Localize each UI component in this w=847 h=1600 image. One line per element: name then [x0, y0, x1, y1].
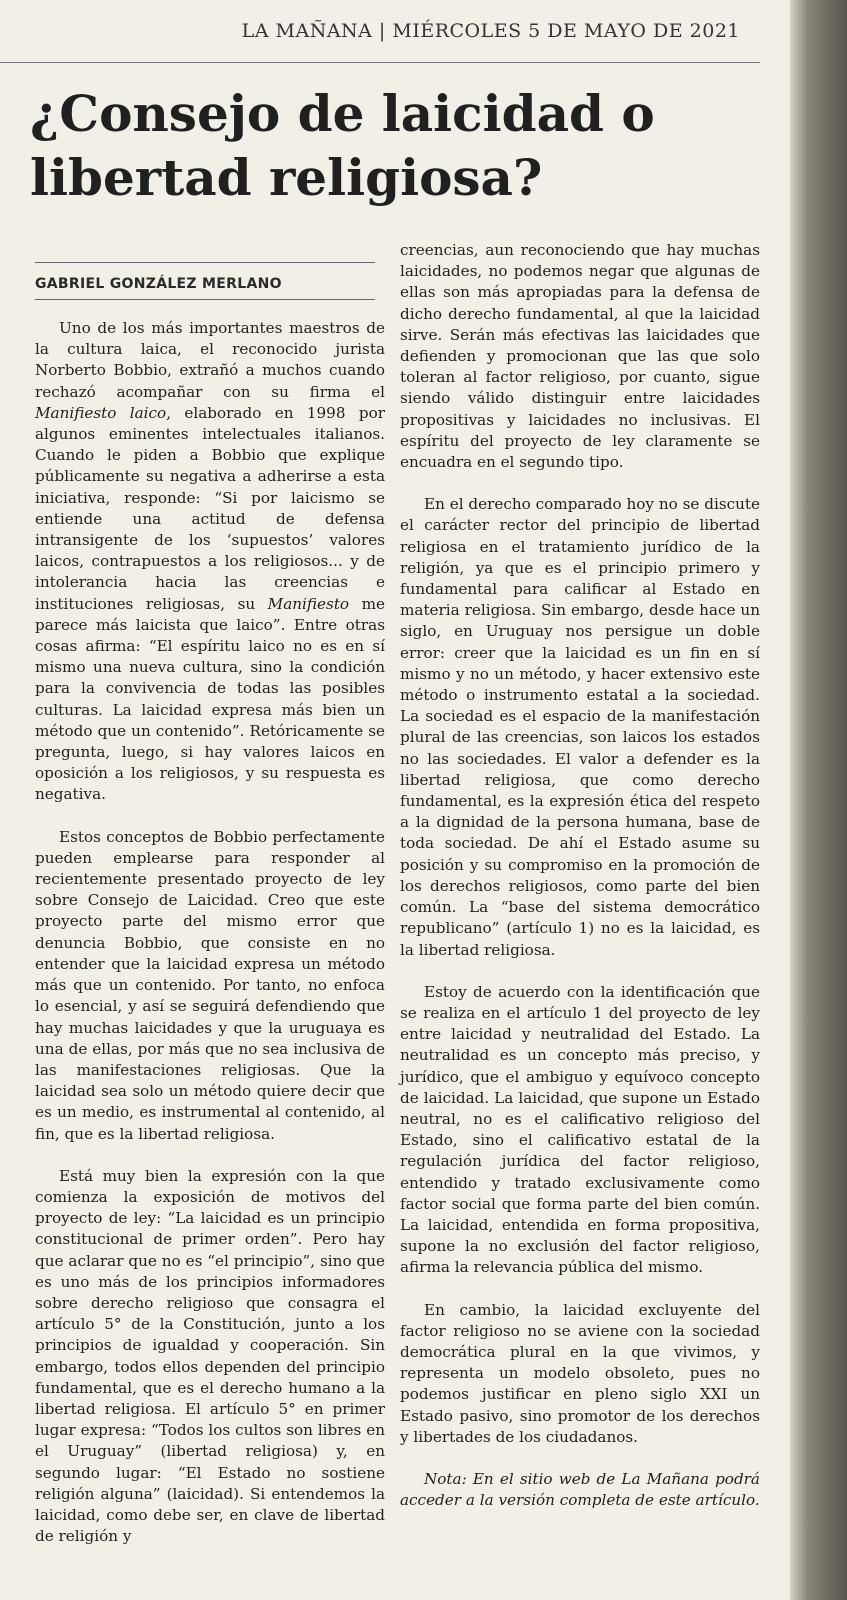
headline: ¿Consejo de laicidad o libertad religiosa? — [30, 84, 655, 207]
paragraph-continued: creencias, aun reconociendo que hay muchas laicidades, no podemos negar que algunas de ellas son más apropiadas para la defensa de dicho derecho fundamental, al que la laicidad sirve. Serán más efectivas las laicidades que defienden y promocionan que las que solo toleran al factor religioso, por cuanto, sigue siendo válido distinguir entre laicidades propositivas y laicidades no inclusivas. El espíritu del proyecto de ley claramente se encuadra en el segundo tipo. — [400, 241, 760, 472]
italic-title: Manifiesto — [267, 594, 350, 613]
byline: GABRIEL GONZÁLEZ MERLANO — [35, 276, 282, 292]
paragraph: Uno de los más importantes maestros de la cultura laica, el reconocido jurista Norberto Bobbio, extrañó a muchos cuando rechazó acompañar con su firma el Manifiesto laico, elaborado en 1998 por algunos eminentes intelectuales italianos. Cuando le piden a Bobbio que explique públicamente su negativa a adherirse a esta iniciativa, responde: “Si por laicismo se entiende una actitud de defensa intransigente de los ‘supuestos’ valores laicos, contrapuestos a los religiosos... y de intolerancia hacia las creencias e instituciones religiosas, su Manifiesto me parece más laicista que laico”. Entre otras cosas afirma: “El espíritu laico no es en sí mismo una nueva cultura, sino la condición para la convivencia de todas las posibles culturas. La laicidad expresa más bien un método que un contenido”. Retóricamente se pregunta, luego, si hay valores laicos en oposición a los religiosos, y su respuesta es negativa. — [35, 319, 385, 804]
masthead-rule — [0, 62, 760, 63]
italic-title: Manifiesto laico — [35, 403, 167, 422]
paragraph: En cambio, la laicidad excluyente del factor religioso no se aviene con la sociedad democrática plural en la que vivimos, y representa un modelo obsoleto, pues no podemos justificar en pleno siglo XXI un Estado pasivo, sino promotor de los derechos y libertades de los ciudadanos. — [400, 1300, 760, 1446]
article-column-right — [400, 240, 760, 1511]
page-edge-shadow — [790, 0, 847, 1600]
paragraph: Estoy de acuerdo con la identificación que se realiza en el artículo 1 del proyecto de ley entre laicidad y neutralidad del Estado. La neutralidad es un concepto más preciso, y jurídico, que el ambiguo y equívoco concepto de laicidad. La laicidad, que supone un Estado neutral, no es el calificativo religioso del Estado, sino el calificativo estatal de la regulación jurídica del factor religioso, entendido y tratado exclusivamente como factor social que forma parte del bien común. La laicidad, entendida en forma propositiva, supone la no exclusión del factor religioso, afirma la relevancia pública del mismo. — [400, 982, 760, 1277]
article-column-left — [35, 318, 385, 1547]
editor-note: Nota: En el sitio web de La Mañana podrá acceder a la versión completa de este artículo. — [400, 1469, 760, 1510]
paragraph: Está muy bien la expresión con la que comienza la exposición de motivos del proyecto de ley: “La laicidad es un principio constitucional de primer orden”. Pero hay que aclarar que no es “el principio”, sino que es uno más de los principios informadores sobre derecho religioso que consagra el artículo 5° de la Constitución, junto a los principios de igualdad y cooperación. Sin embargo, todos ellos dependen del principio fundamental, que es el derecho humano a la libertad religiosa. El artículo 5° en primer lugar expresa: “Todos los cultos son libres en el Uruguay” (libertad religiosa) y, en segundo lugar: “El Estado no sostiene religión alguna” (laicidad). Si entendemos la laicidad, como debe ser, en clave de libertad de religión y — [35, 1166, 385, 1546]
masthead: LA MAÑANA | MIÉRCOLES 5 DE MAYO DE 2021 — [241, 20, 740, 42]
byline-rule-bottom — [35, 299, 375, 300]
paragraph: Estos conceptos de Bobbio perfectamente pueden emplearse para responder al recientemente presentado proyecto de ley sobre Consejo de Laicidad. Creo que este proyecto parte del mismo error que denuncia Bobbio, que consiste en no entender que la laicidad expresa un método más que un contenido. Por tanto, no enfoca lo esencial, y así se seguirá defendiendo que hay muchas laicidades y que la uruguaya es una de ellas, por más que no sea inclusiva de las manifestaciones religiosas. Que la laicidad sea solo un método quiere decir que es un medio, es instrumental al contenido, al fin, que es la libertad religiosa. — [35, 827, 385, 1143]
paragraph: En el derecho comparado hoy no se discute el carácter rector del principio de libertad religiosa en el tratamiento jurídico de la religión, ya que es el principio primero y fundamental para calificar al Estado en materia religiosa. Sin embargo, desde hace un siglo, en Uruguay nos persigue un doble error: creer que la laicidad es un fin en sí mismo y no un método, y hacer extensivo este método o instrumento estatal a la sociedad. La sociedad es el espacio de la manifestación plural de las creencias, son laicos los estados no las sociedades. El valor a defender es la libertad religiosa, que como derecho fundamental, es la expresión ética del respeto a la dignidad de la persona humana, base de toda sociedad. De ahí el Estado asume su posición y su compromiso en la promoción de los derechos religiosos, como parte del bien común. La “base del sistema democrático republicano” (artículo 1) no es la laicidad, es la libertad religiosa. — [400, 495, 760, 959]
byline-rule-top — [35, 262, 375, 263]
